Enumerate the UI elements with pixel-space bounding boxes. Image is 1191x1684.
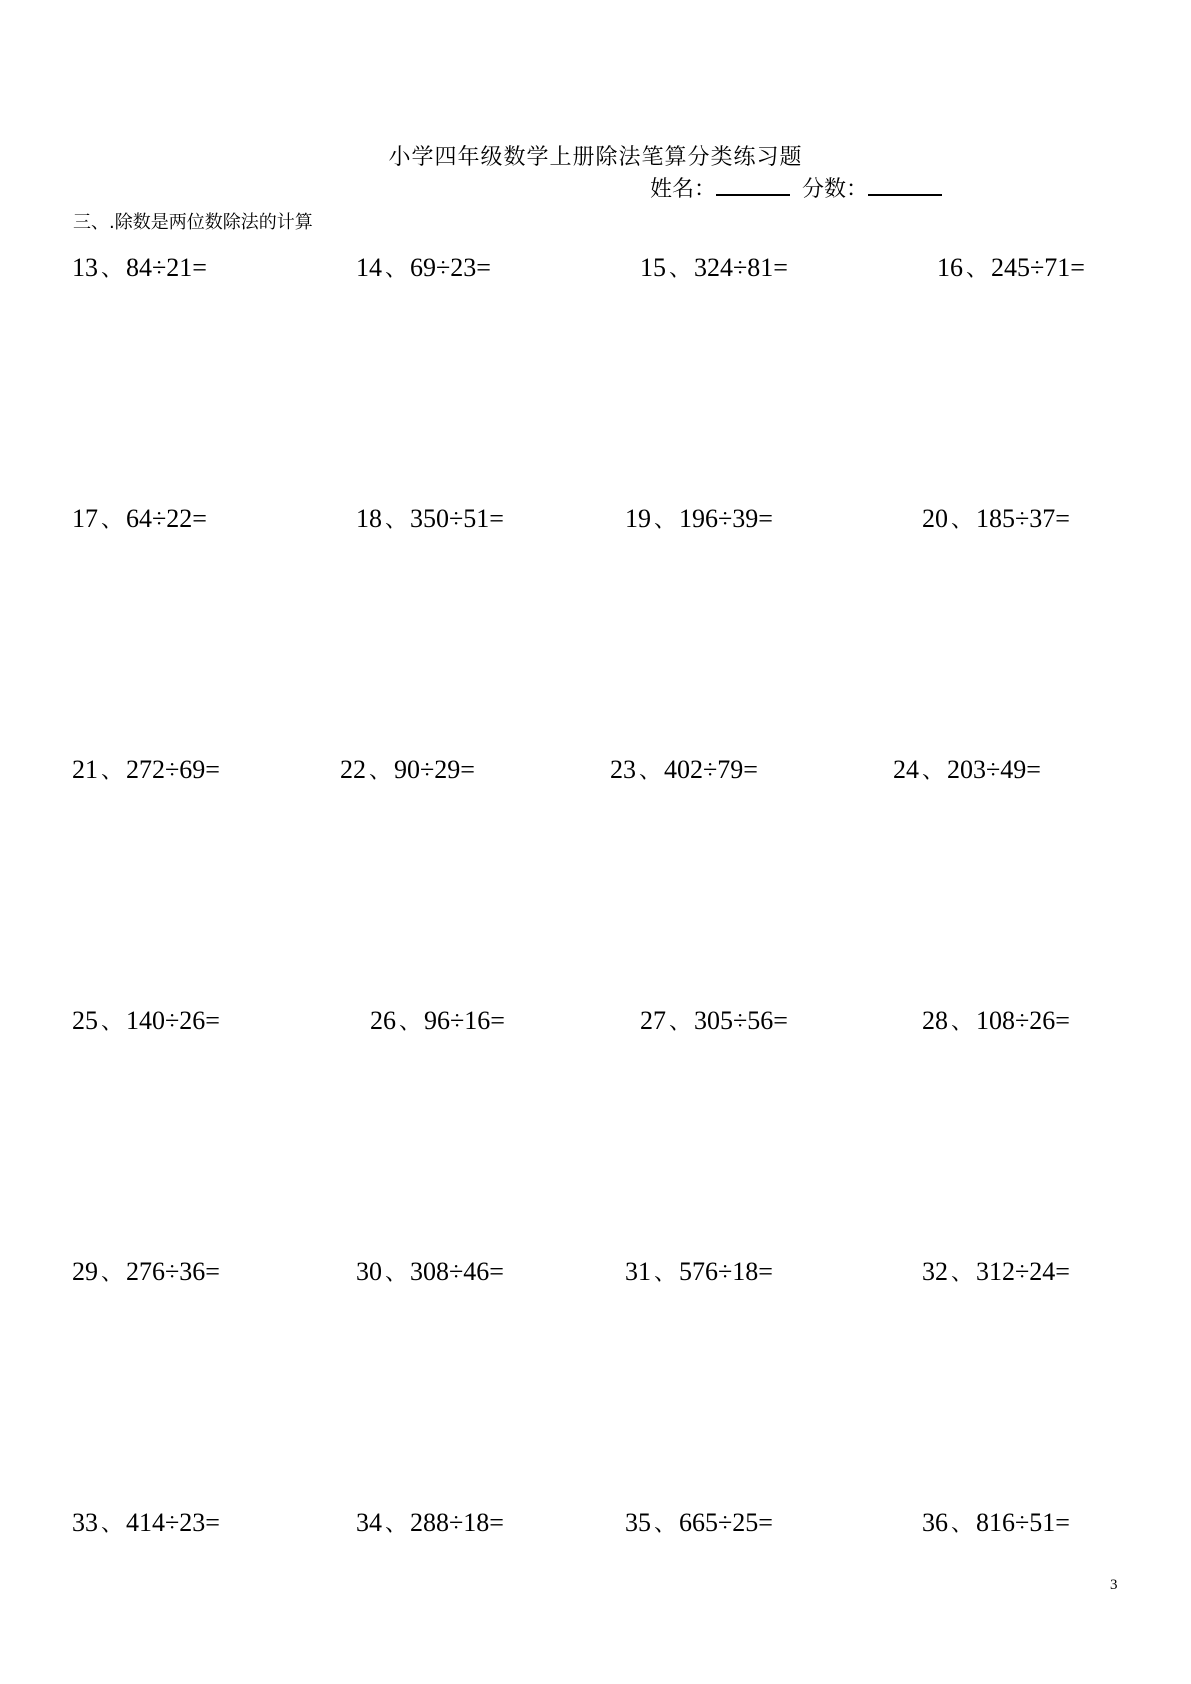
problem-separator: 、 bbox=[101, 508, 124, 533]
problem-number: 31 bbox=[625, 1257, 651, 1286]
problem-expression: 69÷23= bbox=[410, 253, 491, 282]
problem-separator: 、 bbox=[385, 508, 408, 533]
problem-expression: 288÷18= bbox=[410, 1508, 504, 1537]
problem-number: 18 bbox=[356, 504, 382, 533]
problem-item bbox=[72, 1256, 220, 1287]
problem-item bbox=[72, 503, 207, 534]
problem-expression: 203÷49= bbox=[947, 755, 1041, 784]
problem-number: 29 bbox=[72, 1257, 98, 1286]
problem-separator: 、 bbox=[922, 759, 945, 784]
problem-item bbox=[922, 503, 1070, 534]
problem-item bbox=[937, 252, 1085, 283]
problem-separator: 、 bbox=[385, 1512, 408, 1537]
problem-item bbox=[72, 1005, 220, 1036]
problem-expression: 312÷24= bbox=[976, 1257, 1070, 1286]
problem-number: 30 bbox=[356, 1257, 382, 1286]
name-blank[interactable] bbox=[716, 176, 790, 196]
problem-number: 19 bbox=[625, 504, 651, 533]
problem-item bbox=[356, 1256, 504, 1287]
problem-item bbox=[356, 252, 491, 283]
problem-number: 27 bbox=[640, 1006, 666, 1035]
problem-item bbox=[922, 1507, 1070, 1538]
score-label: 分数： bbox=[802, 177, 869, 202]
problem-item bbox=[922, 1005, 1070, 1036]
problem-separator: 、 bbox=[951, 1512, 974, 1537]
problem-separator: 、 bbox=[639, 759, 662, 784]
problem-item bbox=[356, 1507, 504, 1538]
section-heading: 三、.除数是两位数除法的计算 bbox=[73, 212, 313, 233]
problem-item bbox=[893, 754, 1041, 785]
problem-expression: 84÷21= bbox=[126, 253, 207, 282]
problem-item bbox=[625, 503, 773, 534]
problem-separator: 、 bbox=[654, 1261, 677, 1286]
problem-expression: 245÷71= bbox=[991, 253, 1085, 282]
problem-expression: 196÷39= bbox=[679, 504, 773, 533]
problem-expression: 64÷22= bbox=[126, 504, 207, 533]
score-blank[interactable] bbox=[868, 176, 942, 196]
problem-separator: 、 bbox=[399, 1010, 422, 1035]
problem-number: 35 bbox=[625, 1508, 651, 1537]
problem-separator: 、 bbox=[385, 257, 408, 282]
problem-separator: 、 bbox=[951, 1010, 974, 1035]
problem-expression: 350÷51= bbox=[410, 504, 504, 533]
problem-expression: 576÷18= bbox=[679, 1257, 773, 1286]
problem-expression: 414÷23= bbox=[126, 1508, 220, 1537]
problem-separator: 、 bbox=[669, 257, 692, 282]
worksheet-title: 小学四年级数学上册除法笔算分类练习题 bbox=[388, 145, 803, 170]
problem-item bbox=[640, 1005, 788, 1036]
problem-number: 28 bbox=[922, 1006, 948, 1035]
problem-number: 26 bbox=[370, 1006, 396, 1035]
problem-number: 20 bbox=[922, 504, 948, 533]
problem-separator: 、 bbox=[101, 1010, 124, 1035]
problem-expression: 272÷69= bbox=[126, 755, 220, 784]
problem-number: 34 bbox=[356, 1508, 382, 1537]
problem-expression: 308÷46= bbox=[410, 1257, 504, 1286]
problem-item bbox=[356, 503, 504, 534]
problem-number: 16 bbox=[937, 253, 963, 282]
problem-separator: 、 bbox=[951, 1261, 974, 1286]
problem-item bbox=[72, 252, 207, 283]
problem-expression: 305÷56= bbox=[694, 1006, 788, 1035]
problem-separator: 、 bbox=[654, 1512, 677, 1537]
problem-item bbox=[625, 1507, 773, 1538]
problem-number: 13 bbox=[72, 253, 98, 282]
problem-expression: 665÷25= bbox=[679, 1508, 773, 1537]
problem-item bbox=[640, 252, 788, 283]
problem-item bbox=[72, 754, 220, 785]
problem-number: 23 bbox=[610, 755, 636, 784]
problem-number: 17 bbox=[72, 504, 98, 533]
name-score-line bbox=[650, 172, 942, 203]
problem-number: 14 bbox=[356, 253, 382, 282]
problem-expression: 185÷37= bbox=[976, 504, 1070, 533]
problem-separator: 、 bbox=[654, 508, 677, 533]
problem-separator: 、 bbox=[101, 257, 124, 282]
name-label: 姓名： bbox=[650, 177, 717, 202]
problem-item bbox=[340, 754, 475, 785]
problem-expression: 276÷36= bbox=[126, 1257, 220, 1286]
problem-separator: 、 bbox=[951, 508, 974, 533]
problem-number: 36 bbox=[922, 1508, 948, 1537]
problem-number: 15 bbox=[640, 253, 666, 282]
problem-separator: 、 bbox=[101, 1512, 124, 1537]
problem-separator: 、 bbox=[101, 1261, 124, 1286]
problem-expression: 816÷51= bbox=[976, 1508, 1070, 1537]
problem-expression: 324÷81= bbox=[694, 253, 788, 282]
problem-number: 22 bbox=[340, 755, 366, 784]
problem-expression: 90÷29= bbox=[394, 755, 475, 784]
problem-number: 24 bbox=[893, 755, 919, 784]
page-number: 3 bbox=[1110, 1577, 1118, 1593]
problem-separator: 、 bbox=[101, 759, 124, 784]
problem-number: 21 bbox=[72, 755, 98, 784]
problem-number: 32 bbox=[922, 1257, 948, 1286]
problem-number: 33 bbox=[72, 1508, 98, 1537]
problem-number: 25 bbox=[72, 1006, 98, 1035]
problem-expression: 108÷26= bbox=[976, 1006, 1070, 1035]
problem-expression: 96÷16= bbox=[424, 1006, 505, 1035]
problem-item bbox=[370, 1005, 505, 1036]
problem-item bbox=[625, 1256, 773, 1287]
problem-separator: 、 bbox=[669, 1010, 692, 1035]
problem-separator: 、 bbox=[385, 1261, 408, 1286]
problem-separator: 、 bbox=[966, 257, 989, 282]
problem-item bbox=[922, 1256, 1070, 1287]
problem-expression: 402÷79= bbox=[664, 755, 758, 784]
problem-item bbox=[610, 754, 758, 785]
problem-separator: 、 bbox=[369, 759, 392, 784]
problem-expression: 140÷26= bbox=[126, 1006, 220, 1035]
problem-item bbox=[72, 1507, 220, 1538]
